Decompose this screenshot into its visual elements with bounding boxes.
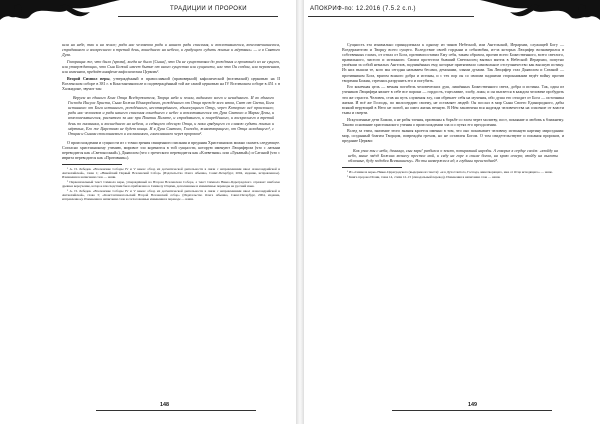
ornament-flourish-icon	[0, 0, 120, 26]
running-head: АПОКРИФ-по: 12.2016 (7.5.2 с.п.)	[310, 6, 416, 12]
running-head: ТРАДИЦИИ И ПРОРОКИ	[170, 6, 247, 12]
paragraph: Вслед за этим, значение этого знания кроется именно в том, что оно показывает человеку истинную картину мироздания: мир, созданный благим Творцом, повреждён грехом, но не оставлен Богом. О том свидетельствуют и писания пророков, и предание Церкви:	[342, 128, 564, 144]
ornament-flourish-icon	[480, 0, 600, 26]
paragraph: Говорящих же, что было [время], когда не было [Сына], что Он не существовал до рождения и произошёл из не сущего, или утверждающих, что Сын Божий имеет бытие от иного существа или сущности, или что Он создан, или переменяем, или изменяем, предаёт анафеме кафолическая Церковь¹.	[62, 58, 280, 75]
paragraph-text: , утверждённый в православной (правоверной) кафолической (вселенской) церковью на II Вселенском соборе в 381 г. в Константинополе и подтверждённый той же самой церковью на IV Вселенском соборе в 451 г. в Халкидоне, звучит так:	[62, 75, 280, 91]
paragraph: шла на небе, так и на земле; рада нас человеков ради и нашего ради спасения, и воплотившегося, вочеловечившегося, страдавшего и воскресшего в третий день, вошедшего на небеса, и грядущего судить живых и мёртвых» — и в Святого Духа.	[62, 42, 280, 58]
page-number: 148	[160, 402, 169, 408]
paragraph: Его конечная цель — вечная погибель человеческих душ, лишённых Божественного света, добра и истины. Так, один из учеников Люцифера являет в себе все пороки — гордость, тщеславие, злобу, ложь; и он пытается в каждом человеке пробудить эти же страсти. Человек, став на путь служения злу, сам обрекает себя на мучения, ибо душа его отходит от Бога — источника жизни. И всё же Господь, по милосердию своему, не оставляет людей: Он послал в мир Сына Своего Единородного, дабы всякий верующий в Него не погиб, но имел жизнь вечную. В Нём заключена вся надежда человечества на спасение от власти тьмы и смерти.	[342, 84, 564, 115]
paragraph: Искупленные дети Божии, а не рабы тления, призваны к борьбе со злом через молитву, пост, покаяние и любовь к ближнему. Таково основание христианского учения о происхождении зла и о путях его преодоления.	[342, 116, 564, 127]
footer-rule	[392, 410, 552, 411]
footnote: ¹ А. П. Лебедев. «Вселенские Соборы IV и V веков: обзор их догматической деятельности в связи с направлениями школ Александрийской и Антиохийской», глава 1; «Никейский Первый Вселенский Собор» (Издательство Олега Абышко, Санкт-Петербург, 2004, издание, исправленное). Изменения в написании слов — наши.	[62, 167, 280, 180]
footnote-rule	[342, 167, 402, 168]
footnote: ² Первоначальный текст Символа веры, утверждённый на Втором Вселенском Соборе, а текст Символа Никео-Цареградского отражает наиболее древнее вероучение, которое впоследствии было прибавлено к Символу Отцами, дополненные и изменённые переводы на русский язык.	[62, 180, 280, 189]
book-gutter	[296, 0, 304, 424]
paragraph: Сущность эта изначально принадлежала к одному из чинов Небесной, или Ангельской, Иерархии, служащей Богу — Вседержителю и Творцу всего сущего. Вследствие своей гордыни и себялюбия, из-за которых Люцифер вознамерился в собственных глазах, от отпал от Бога, противопоставил Ему себя, таким образом, против всего Божественного, всего светлого, правильного, чистого и истинного. Своим протестом бывший Светоносец вызвал мятеж в Небесной Иерархии, попутно увлёкши за собой немалых Ангелов, подчинённых ему, которые притягивало самовольное отступничество как высшую истину. Из них вышли те, кого мы сегодня называем бесами, демонами, злыми духами. Так Люцифер стал Дьяволом и Сатаной — противником Бога, врагом всякого добра и истины, и с тех пор он со своими падшими сторонниками ведёт войну против творения Божия, стремясь разрушить его и погубить.	[342, 42, 564, 83]
right-page	[304, 0, 600, 424]
header-rule	[308, 16, 474, 17]
left-page	[0, 0, 296, 424]
page-number: 149	[468, 402, 477, 408]
footnote: ¹ Из «Символа веры» Никео-Цареградского (выдержка из текста): «и в Духа Святого, Господа, животворящего, иже от Отца исходящего» — наше.	[347, 169, 553, 174]
bold-term: Второй Символ веры	[67, 75, 110, 81]
scripture-quote: Как упал ты с неба, денница, сын зари! разбился о землю, попиравший народы. А говорил в сердце своём: «взойду на небо, выше звёзд Божиих вознесу престол мой, и сяду на горе в сонме богов, на краю севера; взойду на высоты облачные, буду подобен Всевышнему». Но ты низвержен в ад, в глубины преисподней³.	[348, 147, 558, 163]
footnotes	[62, 167, 280, 201]
footnote-rule	[62, 164, 122, 165]
right-text-column	[342, 42, 564, 180]
paragraph	[62, 76, 280, 91]
footnotes	[342, 170, 564, 179]
footer-rule	[96, 410, 256, 411]
left-text-column	[62, 42, 280, 202]
paragraph: О происхождении и сущности из с точки зрения священного писания и предания Христианских можно сказать следующее. Согласно христианскому учению, мировое зло коренится в той сущности, которую именуют Люцифером (что с латыни переводится как «Светоносный»), Дьяволом (что с греческого переводится как «Клеветник» или «Лукавый») и Сатаной (что с иврита переводится как «Противник»).	[62, 139, 280, 161]
footnote: ² Книга пророка Исаии, глава 14, стихи 12–15 (синодальный перевод). Изменения в написании слов — наши.	[347, 174, 501, 179]
footnote: ³ А. П. Лебедев. «Вселенские Соборы IV и V веков: обзор их догматической деятельности в связи с направлениями школ Александрийской и Антиохийской», глава 3; «Константинопольский Второй Вселенский собор» (Издательство Олега Абышко, Санкт-Петербург, 2004, издание, исправленное). Изменения в написании слов и согласованные изменения в переводе — наши.	[62, 189, 280, 202]
header-rule	[118, 16, 278, 17]
creed-quote: Веруем во единого Бога Отца Вседержителя, Творца неба и земли, видимого всего и невидимого. И во единого Господа Иисуса Христа, Сына Божия Единородного, рождённого от Отца прежде всех веков, Свет от Света, Бога истинного от Бога истинного, рождённого, несотворённого, единосущного Отцу, через Которого всё произошло; ради нас человеков и ради нашего спасения сошедшего с небес и воплотившегося от Духа Святого и Марии Девы, и вочеловечившегося, распятого за нас при Понтии Пилате, и страдавшего, и погребённого, и воскресшего в третий день по писаниям, и восшедшего на небеса, и седящего одесную Отца, и паки грядущего со славою судить живых и мёртвых, Его же Царствию не будет конца. И в Духа Святого, Господа, животворящего, от Отца исходящего¹, с Отцом и Сыном споклоняемого и сославимого, глаголавшего через пророков².	[68, 95, 274, 136]
